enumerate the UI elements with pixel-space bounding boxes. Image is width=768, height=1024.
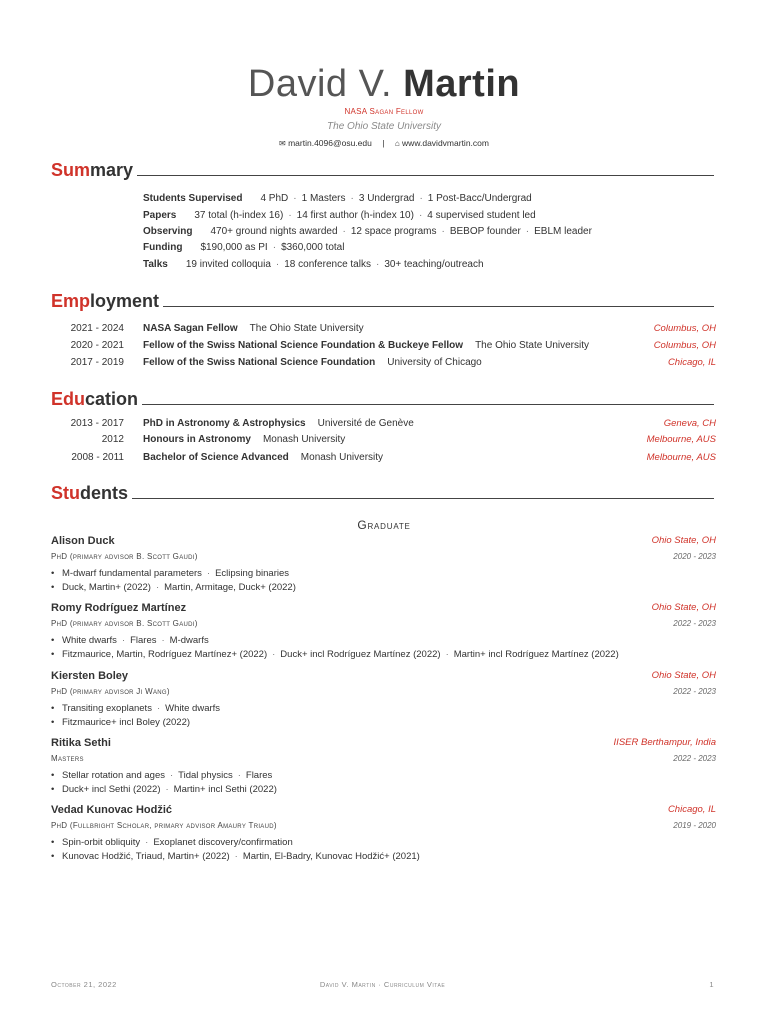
entry-org: The Ohio State University xyxy=(249,323,364,334)
affiliation: The Ohio State University xyxy=(327,121,441,132)
summary-item: 4 PhD xyxy=(260,193,289,204)
topic-item: M-dwarfs xyxy=(169,635,209,646)
cv-header xyxy=(0,62,768,151)
student-name: Vedad Kunovac Hodžić xyxy=(51,804,173,816)
topic-item: M-dwarf fundamental parameters xyxy=(62,568,202,579)
summary-item: 30+ teaching/outreach xyxy=(384,259,484,270)
summary-item: $190,000 as PI xyxy=(200,242,268,253)
topic-item: Exoplanet discovery/confirmation xyxy=(153,837,293,848)
bullet-mark: • xyxy=(51,649,55,660)
entry-role: Bachelor of Science Advanced xyxy=(143,452,289,463)
student-role: PhD (primary advisor B. Scott Gaudi) xyxy=(51,552,198,561)
student-topics xyxy=(51,567,289,581)
education-entry xyxy=(0,451,768,467)
student-location: Chicago, IL xyxy=(667,804,716,815)
topic-item: White dwarfs xyxy=(165,703,221,714)
student-papers xyxy=(51,783,277,797)
separator-dot: · xyxy=(342,226,346,237)
footer-date: October 21, 2022 xyxy=(51,980,117,989)
separator-dot: · xyxy=(350,193,354,204)
separator-dot: · xyxy=(525,226,530,237)
bullet-mark: • xyxy=(51,784,55,795)
entry-location: Geneva, CH xyxy=(663,418,716,429)
entry-role: Fellow of the Swiss National Science Foundation xyxy=(143,357,376,368)
summary-item: 37 total (h-index 16) xyxy=(194,210,284,221)
entry-body xyxy=(143,322,364,336)
summary-key: Papers xyxy=(143,210,177,221)
topic-item: Spin-orbit obliquity xyxy=(62,837,141,848)
separator-dot: · xyxy=(165,784,169,795)
student-topics xyxy=(51,702,220,716)
entry-body xyxy=(143,451,383,465)
paper-item: Martin, El-Badry, Kunovac Hodžić+ (2021) xyxy=(242,851,420,862)
separator-dot: · xyxy=(419,193,423,204)
paper-item: Martin+ incl Rodríguez Martínez (2022) xyxy=(453,649,619,660)
summary-item: BEBOP founder xyxy=(449,226,521,237)
summary-row xyxy=(143,192,532,206)
section-rule xyxy=(51,498,714,499)
paper-item: Fitzmaurice+ incl Boley (2022) xyxy=(62,717,191,728)
separator-dot: · xyxy=(288,210,292,221)
section-title: Summary xyxy=(51,158,137,182)
summary-row xyxy=(143,258,484,272)
bullet-mark: • xyxy=(51,635,55,646)
summary-key: Talks xyxy=(143,259,168,270)
section-rule xyxy=(51,404,714,405)
topic-item: Stellar rotation and ages xyxy=(62,770,165,781)
separator-dot: · xyxy=(272,649,276,660)
bullet-mark: • xyxy=(51,582,55,593)
entry-location: Chicago, IL xyxy=(667,357,716,368)
contact-separator: | xyxy=(382,138,385,148)
entry-date: 2020 - 2021 xyxy=(70,340,124,351)
employment-entry xyxy=(0,356,768,372)
entry-org: The Ohio State University xyxy=(475,340,589,351)
summary-item: $360,000 total xyxy=(281,242,345,253)
summary-item: 1 Masters xyxy=(301,193,346,204)
envelope-icon: ✉ xyxy=(279,139,286,148)
entry-body xyxy=(143,339,589,353)
separator-dot: · xyxy=(418,210,423,221)
summary-item: EBLM leader xyxy=(534,226,592,237)
entry-role: PhD in Astronomy & Astrophysics xyxy=(143,418,306,429)
students-subheading: Graduate xyxy=(357,518,411,532)
student-role: PhD (primary advisor B. Scott Gaudi) xyxy=(51,619,198,628)
summary-item: 4 supervised student led xyxy=(427,210,536,221)
bullet-mark: • xyxy=(51,851,55,862)
paper-item: Fitzmaurice, Martin, Rodríguez Martínez+ (2022) xyxy=(62,649,268,660)
bullet-mark: • xyxy=(51,837,55,848)
student-years: 2022 - 2023 xyxy=(673,687,716,696)
summary-item: 3 Undergrad xyxy=(358,193,415,204)
summary-item: 18 conference talks xyxy=(284,259,371,270)
student-name: Romy Rodríguez Martínez xyxy=(51,602,187,614)
home-icon: ⌂ xyxy=(394,139,400,148)
summary-item: 14 first author (h-index 10) xyxy=(296,210,414,221)
section-students xyxy=(51,481,714,505)
topic-item: Flares xyxy=(130,635,157,646)
student-papers xyxy=(51,716,190,730)
email-link[interactable]: martin.4096@osu.edu xyxy=(288,138,372,148)
education-entry xyxy=(0,433,768,449)
section-education xyxy=(51,387,714,411)
student-location: Ohio State, OH xyxy=(651,535,716,546)
entry-body xyxy=(143,433,345,447)
entry-date: 2013 - 2017 xyxy=(70,418,124,429)
paper-item: Duck+ incl Rodríguez Martínez (2022) xyxy=(280,649,441,660)
student-name: Kiersten Boley xyxy=(51,670,129,682)
separator-dot: · xyxy=(234,851,238,862)
section-title: Education xyxy=(51,387,142,411)
summary-item: 1 Post-Bacc/Undergrad xyxy=(427,193,532,204)
summary-row xyxy=(143,241,344,255)
student-topics xyxy=(51,836,293,850)
separator-dot: · xyxy=(237,770,241,781)
education-entry xyxy=(0,417,768,433)
topic-item: White dwarfs xyxy=(62,635,117,646)
paper-item: Martin, Armitage, Duck+ (2022) xyxy=(164,582,296,593)
summary-item: 19 invited colloquia xyxy=(185,259,271,270)
separator-dot: · xyxy=(155,582,160,593)
separator-dot: · xyxy=(293,193,297,204)
student-location: Ohio State, OH xyxy=(651,670,716,681)
first-name: David V. xyxy=(247,63,393,105)
bullet-mark: • xyxy=(51,568,55,579)
section-employment xyxy=(51,289,714,313)
entry-org: Monash University xyxy=(300,452,384,463)
separator-dot: · xyxy=(169,770,174,781)
entry-date: 2021 - 2024 xyxy=(70,323,124,334)
entry-org: Monash University xyxy=(262,434,346,445)
entry-location: Melbourne, AUS xyxy=(646,434,716,445)
paper-item: Duck, Martin+ (2022) xyxy=(62,582,151,593)
separator-dot: · xyxy=(445,649,449,660)
section-title: Students xyxy=(51,481,132,505)
separator-dot: · xyxy=(161,635,165,646)
summary-row xyxy=(143,225,592,239)
page-footer xyxy=(51,980,714,992)
entry-role: NASA Sagan Fellow xyxy=(143,323,238,334)
student-years: 2022 - 2023 xyxy=(673,619,716,628)
summary-key: Funding xyxy=(143,242,183,253)
student-name: Ritika Sethi xyxy=(51,737,111,749)
contact-line xyxy=(0,136,768,151)
bullet-mark: • xyxy=(51,717,55,728)
paper-item: Duck+ incl Sethi (2022) xyxy=(62,784,161,795)
separator-dot: · xyxy=(145,837,149,848)
separator-dot: · xyxy=(272,242,277,253)
entry-date: 2012 xyxy=(101,434,124,445)
entry-role: Honours in Astronomy xyxy=(143,434,251,445)
last-name: Martin xyxy=(403,63,521,105)
student-papers xyxy=(51,648,619,662)
separator-dot: · xyxy=(121,635,126,646)
topic-item: Transiting exoplanets xyxy=(62,703,152,714)
summary-item: 470+ ground nights awarded xyxy=(210,226,338,237)
paper-item: Martin+ incl Sethi (2022) xyxy=(173,784,277,795)
topic-item: Eclipsing binaries xyxy=(215,568,290,579)
student-name: Alison Duck xyxy=(51,535,115,547)
student-role: PhD (Fullbright Scholar, primary advisor Amaury Triaud) xyxy=(51,821,277,830)
section-summary xyxy=(51,158,714,182)
entry-role: Fellow of the Swiss National Science Foundation & Buckeye Fellow xyxy=(143,340,464,351)
position-title: NASA Sagan Fellow xyxy=(344,107,424,116)
website-link[interactable]: www.davidvmartin.com xyxy=(402,138,489,148)
separator-dot: · xyxy=(441,226,445,237)
student-years: 2020 - 2023 xyxy=(673,552,716,561)
summary-row xyxy=(143,209,536,223)
separator-dot: · xyxy=(156,703,161,714)
student-years: 2019 - 2020 xyxy=(673,821,716,830)
student-papers xyxy=(51,581,296,595)
entry-body xyxy=(143,417,414,431)
student-topics xyxy=(51,634,209,648)
separator-dot: · xyxy=(206,568,211,579)
entry-body xyxy=(143,356,482,370)
bullet-mark: • xyxy=(51,703,55,714)
summary-item: 12 space programs xyxy=(350,226,437,237)
topic-item: Flares xyxy=(245,770,273,781)
entry-location: Columbus, OH xyxy=(653,323,716,334)
student-role: PhD (primary advisor Ji Wang) xyxy=(51,687,170,696)
footer-title: David V. Martin · Curriculum Vitae xyxy=(319,980,446,989)
student-years: 2022 - 2023 xyxy=(673,754,716,763)
entry-org: Université de Genève xyxy=(317,418,414,429)
entry-location: Columbus, OH xyxy=(653,340,716,351)
paper-item: Kunovac Hodžić, Triaud, Martin+ (2022) xyxy=(62,851,230,862)
bullet-mark: • xyxy=(51,770,55,781)
student-location: Ohio State, OH xyxy=(651,602,716,613)
entry-org: University of Chicago xyxy=(387,357,482,368)
entry-date: 2008 - 2011 xyxy=(71,452,124,463)
student-role: Masters xyxy=(51,754,84,763)
student-topics xyxy=(51,769,272,783)
section-rule xyxy=(51,175,714,176)
section-title: Employment xyxy=(51,289,163,313)
summary-key: Students Supervised xyxy=(143,193,243,204)
employment-entry xyxy=(0,339,768,355)
page-number: 1 xyxy=(709,980,714,989)
entry-date: 2017 - 2019 xyxy=(70,357,124,368)
separator-dot: · xyxy=(375,259,380,270)
topic-item: Tidal physics xyxy=(178,770,233,781)
student-location: IISER Berthampur, India xyxy=(613,737,716,748)
employment-entry xyxy=(0,322,768,338)
entry-location: Melbourne, AUS xyxy=(646,452,716,463)
separator-dot: · xyxy=(275,259,280,270)
student-papers xyxy=(51,850,420,864)
cv-name xyxy=(0,62,768,106)
summary-key: Observing xyxy=(143,226,193,237)
